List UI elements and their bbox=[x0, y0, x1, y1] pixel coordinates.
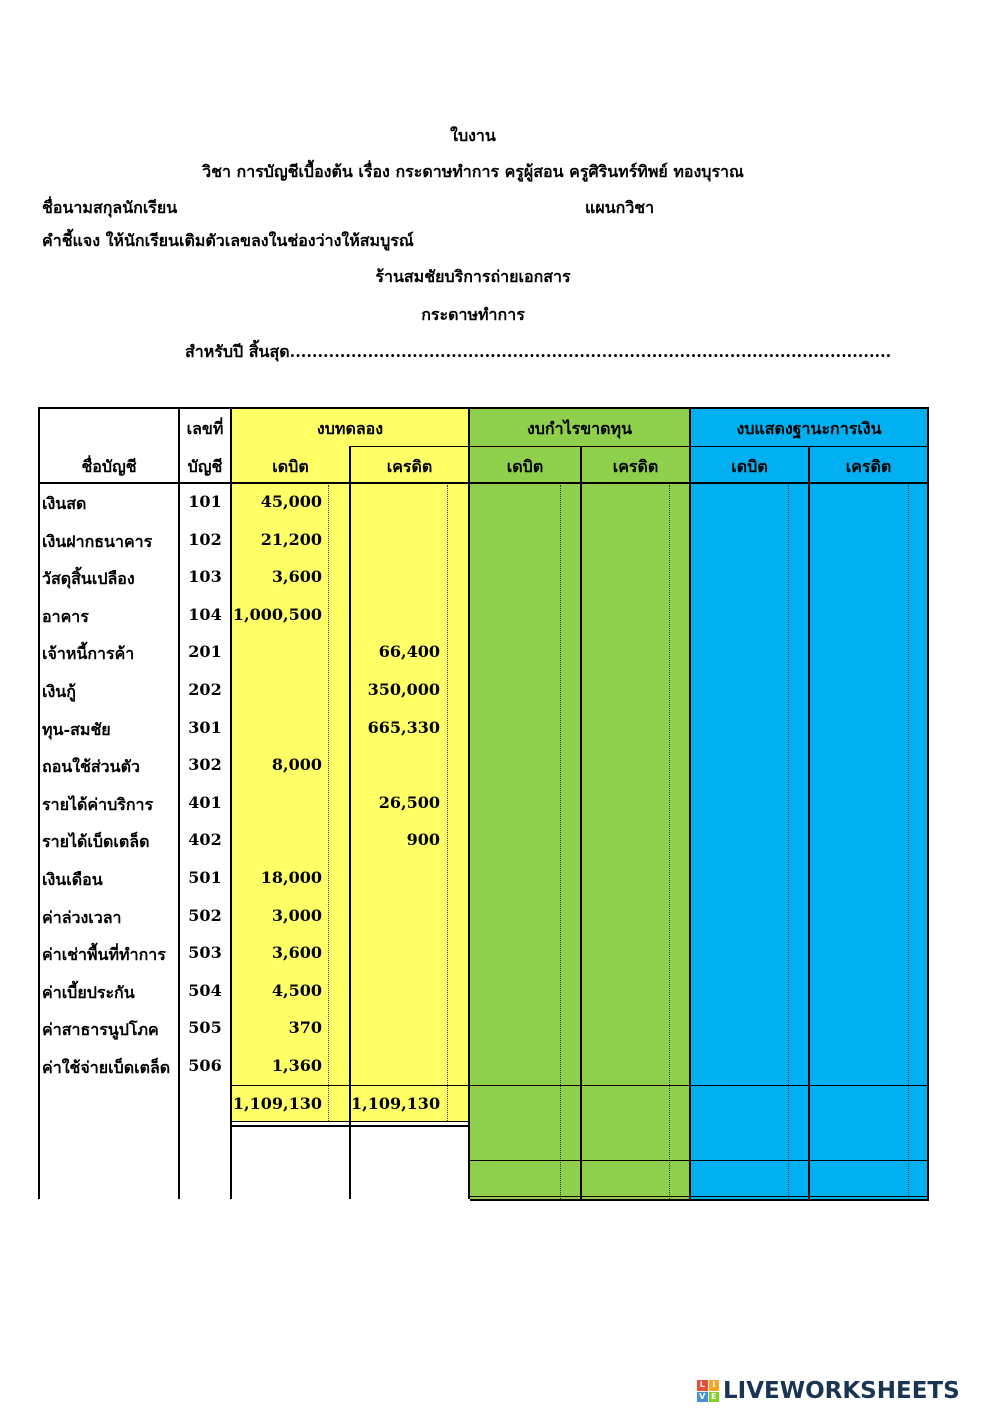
header-bottom-border bbox=[38, 482, 929, 484]
account-name-header: ชื่อบัญชี bbox=[81, 457, 137, 476]
border-is-dc bbox=[580, 446, 582, 1199]
account-name: เงินเดือน bbox=[42, 870, 103, 889]
account-name: เงินกู้ bbox=[42, 682, 76, 701]
tb-credit-value: 350,000 bbox=[367, 680, 440, 699]
account-name: รายได้ค่าบริการ bbox=[42, 795, 154, 814]
tb-debit-value: 21,200 bbox=[260, 530, 322, 549]
border-tb-dc bbox=[349, 446, 351, 1199]
final-line bbox=[470, 1196, 929, 1197]
liveworksheets-brand bbox=[697, 1378, 960, 1404]
tb-credit-value: 900 bbox=[406, 830, 440, 849]
department-label: แผนกวิชา bbox=[585, 198, 655, 217]
account-code: 402 bbox=[188, 830, 222, 849]
tb-credit-header: เครดิต bbox=[386, 457, 433, 476]
account-name: ค่าสาธารนูปโภค bbox=[42, 1020, 159, 1039]
tb-credit-value: 66,400 bbox=[378, 642, 440, 661]
trial-balance-header: งบทดลอง bbox=[316, 419, 384, 438]
account-name: ทุน-สมชัย bbox=[42, 720, 111, 739]
logo-letter: L bbox=[697, 1380, 708, 1391]
instruction-text: คำชี้แจง ให้นักเรียนเติมตัวเลขลงในช่องว่างให้สมบูรณ์ bbox=[42, 231, 414, 250]
balance-sheet-header: งบแสดงฐานะการเงิน bbox=[736, 419, 882, 438]
subheader-divider bbox=[350, 446, 929, 447]
tb-total-underline bbox=[232, 1121, 470, 1122]
account-name: รายได้เบ็ดเตล็ด bbox=[42, 832, 150, 851]
account-name: ค่าล่วงเวลา bbox=[42, 908, 122, 927]
dotted-guide bbox=[669, 485, 670, 1199]
logo-letter: V bbox=[697, 1392, 708, 1403]
tb-credit-total: 1,109,130 bbox=[351, 1094, 441, 1113]
account-code: 102 bbox=[188, 530, 222, 549]
account-code: 104 bbox=[188, 605, 222, 624]
bs-credit-header: เครดิต bbox=[845, 457, 892, 476]
tb-debit-value: 3,600 bbox=[271, 943, 322, 962]
dotted-guide bbox=[328, 485, 329, 1121]
student-name-label: ชื่อนามสกุลนักเรียน bbox=[42, 198, 178, 217]
dotted-guide bbox=[560, 485, 561, 1199]
tb-debit-value: 4,500 bbox=[271, 981, 322, 1000]
document-type: กระดาษทำการ bbox=[421, 305, 525, 324]
tb-credit-value: 26,500 bbox=[378, 793, 440, 812]
tb-debit-header: เดบิต bbox=[272, 457, 309, 476]
border-code-tb bbox=[230, 407, 232, 1199]
answer-cell-is-credit[interactable] bbox=[584, 486, 668, 1156]
logo-letter: I bbox=[709, 1380, 720, 1391]
dotted-guide bbox=[908, 485, 909, 1199]
logo-letter: E bbox=[709, 1392, 720, 1403]
account-code: 103 bbox=[188, 567, 222, 586]
tb-debit-value: 3,600 bbox=[271, 567, 322, 586]
account-name: ค่าเบี้ยประกัน bbox=[42, 983, 135, 1002]
subject-line: วิชา การบัญชีเบื้องต้น เรื่อง กระดาษทำการ ครูผู้สอน ครูศิรินทร์ทิพย์ ทองบุราณ bbox=[202, 162, 744, 181]
liveworksheets-logo-icon bbox=[697, 1380, 719, 1402]
tb-debit-value: 370 bbox=[288, 1018, 322, 1037]
worksheet-title: ใบงาน bbox=[450, 126, 496, 145]
account-name: เงินฝากธนาคาร bbox=[42, 532, 153, 551]
tb-debit-value: 1,360 bbox=[271, 1056, 322, 1075]
account-name: อาคาร bbox=[42, 607, 89, 626]
account-code: 505 bbox=[188, 1018, 222, 1037]
dotted-guide bbox=[788, 485, 789, 1199]
account-number-label-top: เลขที่ bbox=[186, 419, 224, 438]
tb-credit-value: 665,330 bbox=[367, 718, 440, 737]
dotted-guide bbox=[447, 485, 448, 1121]
table-top-border bbox=[38, 407, 929, 409]
account-name: เจ้าหนี้การค้า bbox=[42, 644, 135, 663]
tb-debit-value: 45,000 bbox=[260, 492, 322, 511]
tb-debit-value: 3,000 bbox=[271, 906, 322, 925]
income-statement-header: งบกำไรขาดทุน bbox=[526, 419, 633, 438]
account-code: 401 bbox=[188, 793, 222, 812]
account-name: เงินสด bbox=[42, 494, 87, 513]
final-double-line bbox=[470, 1199, 929, 1201]
period-line: สำหรับปี สิ้นสุด............................................................................................................ bbox=[185, 342, 892, 361]
account-name: วัสดุสิ้นเปลือง bbox=[42, 569, 135, 588]
bs-debit-header: เดบิต bbox=[731, 457, 768, 476]
account-name: ค่าใช้จ่ายเบ็ดเตล็ด bbox=[42, 1058, 171, 1077]
account-name: ค่าเช่าพื้นที่ทำการ bbox=[42, 945, 166, 964]
account-code: 302 bbox=[188, 755, 222, 774]
border-is-bs bbox=[689, 407, 691, 1199]
account-number-label-bottom: บัญชี bbox=[187, 457, 223, 476]
answer-cell-is-debit[interactable] bbox=[472, 486, 558, 1156]
is-credit-header: เครดิต bbox=[612, 457, 659, 476]
account-code: 201 bbox=[188, 642, 222, 661]
is-debit-header: เดบิต bbox=[506, 457, 544, 476]
company-name: ร้านสมชัยบริการถ่ายเอกสาร bbox=[375, 267, 571, 286]
account-code: 502 bbox=[188, 906, 222, 925]
account-code: 301 bbox=[188, 718, 222, 737]
net-line bbox=[470, 1160, 929, 1161]
tb-debit-value: 1,000,500 bbox=[232, 605, 322, 624]
tb-debit-value: 8,000 bbox=[271, 755, 322, 774]
border-left bbox=[38, 407, 40, 1199]
border-tb-is bbox=[468, 407, 470, 1199]
account-code: 506 bbox=[188, 1056, 222, 1075]
border-right bbox=[927, 407, 929, 1201]
answer-cell-bs-credit[interactable] bbox=[812, 486, 906, 1156]
answer-cell-bs-debit[interactable] bbox=[693, 486, 786, 1156]
brand-text: LIVEWORKSHEETS bbox=[723, 1378, 960, 1404]
tb-total-double-underline bbox=[232, 1125, 470, 1127]
border-bs-dc bbox=[808, 446, 810, 1199]
account-code: 501 bbox=[188, 868, 222, 887]
account-code: 101 bbox=[188, 492, 222, 511]
tb-debit-value: 18,000 bbox=[260, 868, 322, 887]
account-code: 504 bbox=[188, 981, 222, 1000]
account-code: 503 bbox=[188, 943, 222, 962]
tb-debit-total: 1,109,130 bbox=[232, 1094, 322, 1113]
account-code: 202 bbox=[188, 680, 222, 699]
account-name: ถอนใช้ส่วนตัว bbox=[42, 757, 140, 776]
